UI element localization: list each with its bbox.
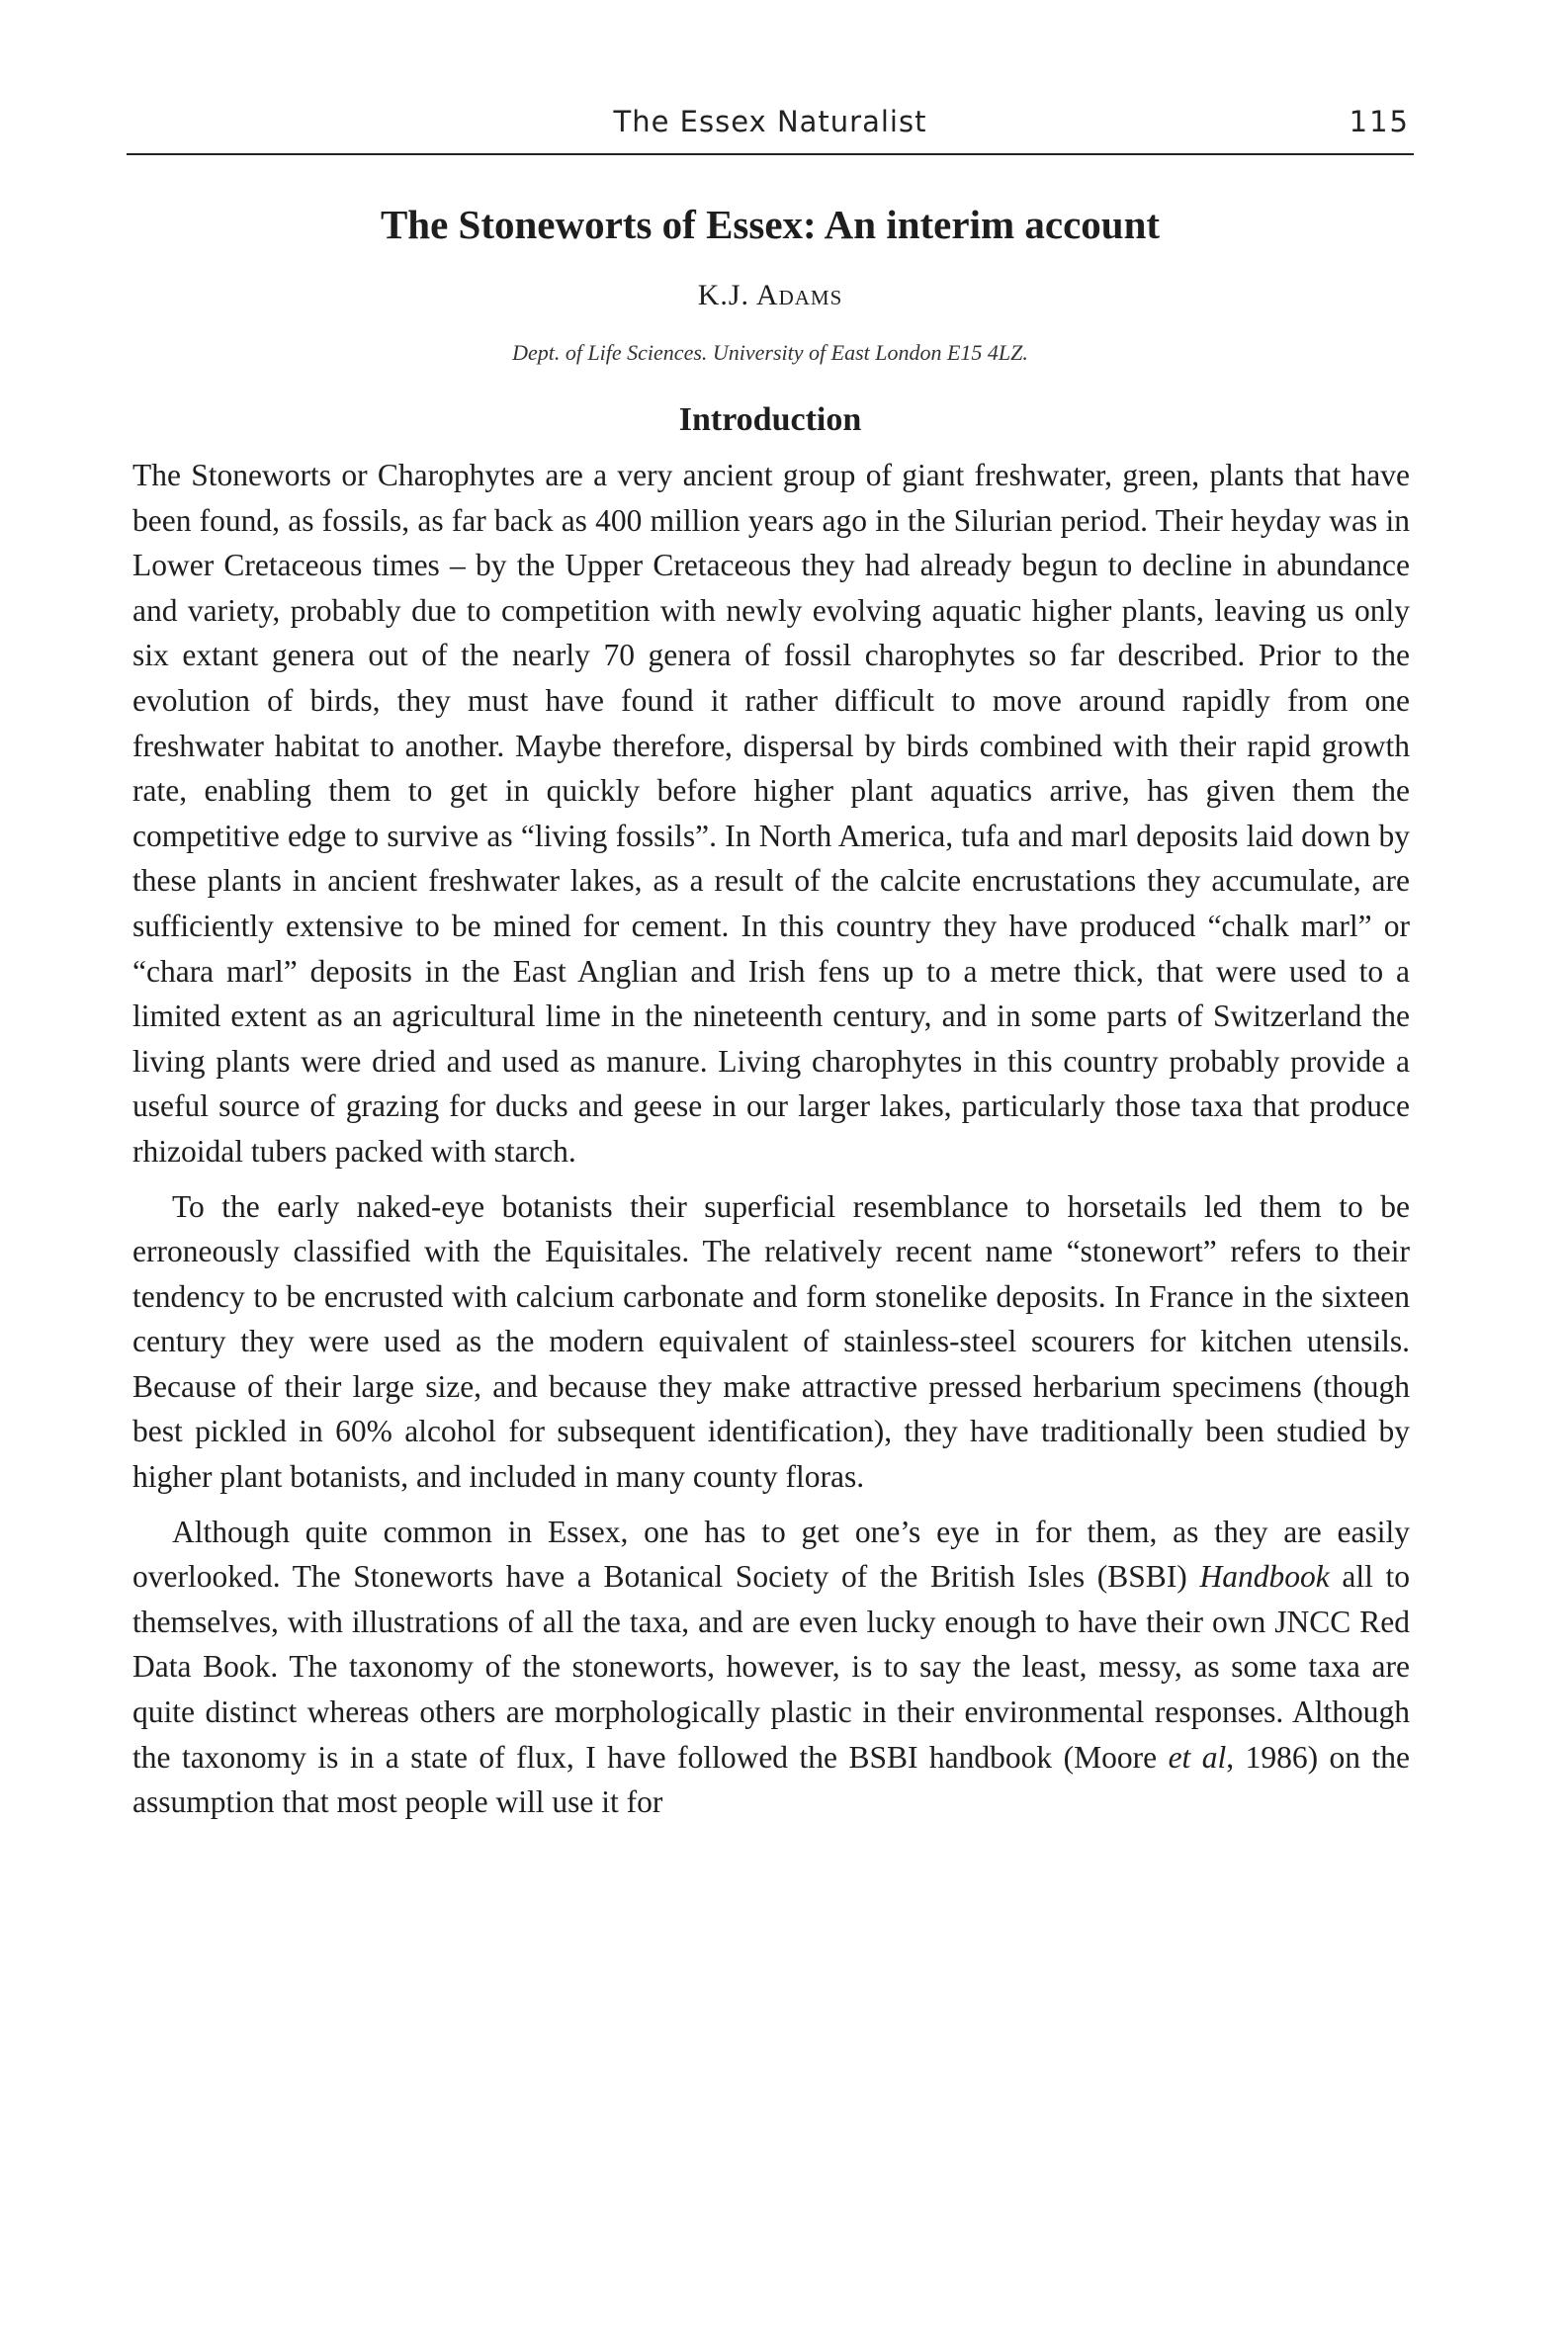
paragraph-2: To the early naked-eye botanists their superficial resemblance to horsetails led them to be erroneously classified with the Equisitales. The relatively recent name “stonewort” refers to their tendency to be encrusted with calcium carbonate and form stonelike deposits. In France in the sixteen century they were used as the modern equivalent of stainless-steel scourers for kitchen utensils. Because of their large size, and because they make attractive pressed herbarium specimens (though best pickled in 60% alcohol for subsequent identification), they have traditionally been studied by higher plant botanists, and included in many county floras. bbox=[132, 1188, 1410, 1495]
article-body bbox=[132, 453, 1410, 1825]
section-heading-introduction: Introduction bbox=[678, 401, 862, 438]
paragraph-3 bbox=[132, 1510, 1410, 1825]
handbook-title: Handbook bbox=[1199, 1559, 1330, 1595]
running-head bbox=[127, 103, 1414, 148]
paragraph-3-text-a: Although quite common in Essex, one has to get one’s eye in for them, as they are easily overlooked. The Stoneworts have a Botanical Society of the British Isles (BSBI) bbox=[132, 1514, 1410, 1595]
author-affiliation: Dept. of Life Sciences. University of East London E15 4LZ. bbox=[512, 340, 1028, 365]
page-number: 115 bbox=[1349, 105, 1410, 138]
header-rule bbox=[127, 153, 1414, 155]
article-author: K.J. Adams bbox=[697, 279, 843, 311]
et-al-citation: et al bbox=[1168, 1739, 1227, 1775]
article-title: The Stoneworts of Essex: An interim account bbox=[380, 202, 1161, 247]
paragraph-3-text-b: all to themselves, with illustrations of all the taxa, and are even lucky enough to have their own JNCC Red Data Book. The taxonomy of the stoneworts, however, is to say the least, messy, as some taxa are quite distinct whereas others are morphologically plastic in their environmental responses. Although the taxonomy is in a state of flux, I have followed the BSBI handbook (Moore bbox=[132, 1559, 1410, 1775]
journal-name: The Essex Naturalist bbox=[613, 105, 927, 138]
paragraph-1: The Stoneworts or Charophytes are a very ancient group of giant freshwater, green, plants that have been found, as fossils, as far back as 400 million years ago in the Silurian period. Their heyday was in Lower Cretaceous times – by the Upper Cretaceous they had already begun to decline in abundance and variety, probably due to competition with newly evolving aquatic higher plants, leaving us only six extant genera out of the nearly 70 genera of fossil charophytes so far described. Prior to the evolution of birds, they must have found it rather difficult to move around rapidly from one freshwater habitat to another. Maybe therefore, dispersal by birds combined with their rapid growth rate, enabling them to get in quickly before higher plant aquatics arrive, has given them the competitive edge to survive as “living fossils”. In North America, tufa and marl deposits laid down by these plants in ancient freshwater lakes, as a result of the calcite encrustations they accumulate, are sufficiently extensive to be mined for cement. In this country they have produced “chalk marl” or “chara marl” deposits in the East Anglian and Irish fens up to a metre thick, that were used to a limited extent as an agricultural lime in the nineteenth century, and in some parts of Switzerland the living plants were dried and used as manure. Living charophytes in this country probably provide a useful source of grazing for ducks and geese in our larger lakes, particularly those taxa that produce rhizoidal tubers packed with starch. bbox=[132, 458, 1410, 1169]
paragraph-3-text-c: , 1986) on the assumption that most people will use it for bbox=[132, 1739, 1410, 1820]
